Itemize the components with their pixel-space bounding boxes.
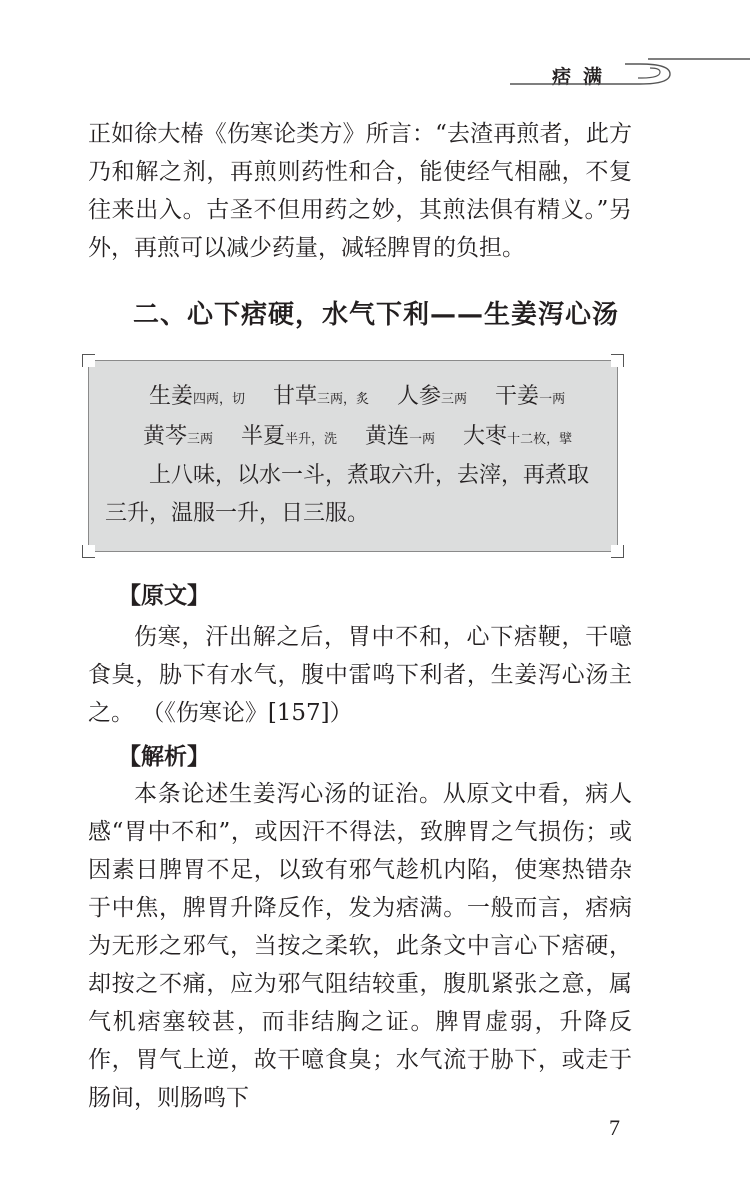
formula-method: 上八味，以水一斗，煮取六升，去滓，再煮取三升，温服一升，日三服。 <box>105 463 590 526</box>
herb-name: 半夏 <box>241 424 286 449</box>
herb-dose: 三两，炙 <box>317 392 370 407</box>
herb-name: 人参 <box>397 384 442 409</box>
corner-ornament <box>611 354 624 367</box>
formula-box <box>88 360 618 552</box>
running-header-title: 痞满 <box>551 66 614 88</box>
herb-dose: 三两 <box>441 392 468 407</box>
page-number: 7 <box>609 1115 620 1140</box>
section-heading: 二、心下痞硬，水气下利——生姜泻心汤 <box>133 300 620 330</box>
herb-name: 生姜 <box>149 384 194 409</box>
herb-name: 干姜 <box>495 384 540 409</box>
herb-dose: 一两 <box>539 392 566 407</box>
herb-name: 黄芩 <box>143 424 188 449</box>
original-citation: （《伤寒论》[157]） <box>141 700 353 726</box>
herb-name: 黄连 <box>365 424 410 449</box>
herb-name: 大枣 <box>463 424 508 449</box>
corner-ornament <box>82 354 95 367</box>
original-heading: 【原文】 <box>118 583 210 609</box>
herb-dose: 半升，洗 <box>285 432 338 447</box>
original-passage: 伤寒，汗出解之后，胃中不和，心下痞鞕，干噫食臭，胁下有水气，腹中雷鸣下利者，生姜泻心汤主之。 <box>88 624 632 726</box>
original-text <box>88 618 632 732</box>
herb-name: 甘草 <box>273 384 318 409</box>
herb-dose: 十二枚，擘 <box>507 432 573 447</box>
analysis-heading: 【解析】 <box>118 744 210 770</box>
herb-line-1 <box>105 379 649 410</box>
analysis-text: 本条论述生姜泻心汤的证治。从原文中看，病人感“胃中不和”，或因汗不得法，致脾胃之气损伤；或因素日脾胃不足，以致有邪气趁机内陷，使寒热错杂于中焦，脾胃升降反作，发为痞满。一般而言，痞病为无形之邪气，当按之柔软，此条文中言心下痞硬，却按之不痛，应为邪气阻结较重，腹肌紧张之意，属气机痞塞较甚，而非结胸之证。脾胃虚弱，升降反作，胃气上逆，故干噫食臭；水气流于胁下，或走于肠间，则肠鸣下 <box>88 781 632 1111</box>
intro-paragraph: 正如徐大椿《伤寒论类方》所言：“去渣再煎者，此方乃和解之剂，再煎则药性和合，能使经气相融，不复往来出入。古圣不但用药之妙，其煎法俱有精义。”另外，再煎可以减少药量，减轻脾胃的负担。 <box>88 121 632 261</box>
header-ornament <box>510 50 750 90</box>
herb-dose: 四两，切 <box>193 392 246 407</box>
herb-line-2 <box>105 419 643 450</box>
herb-dose: 三两 <box>187 432 214 447</box>
corner-ornament <box>82 545 95 558</box>
herb-dose: 一两 <box>409 432 436 447</box>
corner-ornament <box>611 545 624 558</box>
